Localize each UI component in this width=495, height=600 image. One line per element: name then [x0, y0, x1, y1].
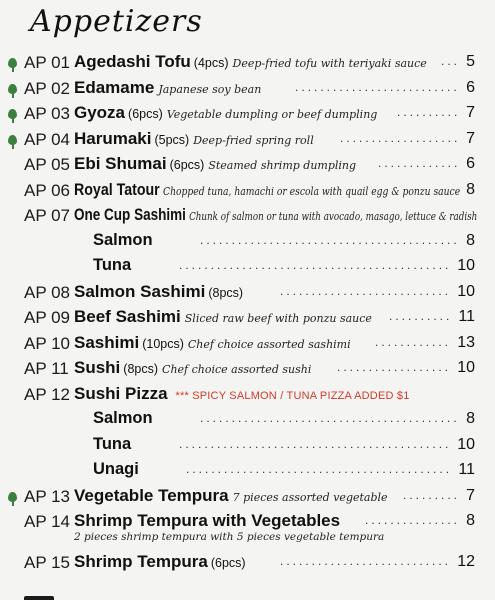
item-description: Steamed shrimp dumpling	[208, 159, 357, 172]
menu-section-title: Appetizers	[30, 4, 203, 39]
item-description: Chef choice assorted sushi	[162, 363, 312, 376]
item-price: 10	[457, 257, 475, 274]
menu-item	[0, 358, 495, 384]
item-description: Chunk of salmon or tuna with avocado, masago, lettuce & radish	[189, 210, 478, 223]
item-price: 7	[466, 486, 475, 504]
dot-leader: .........................................	[200, 232, 460, 247]
item-name	[74, 180, 460, 200]
item-price: 6	[466, 155, 475, 172]
dot-leader: ..........................	[295, 79, 460, 94]
item-price: 13	[457, 333, 475, 351]
dot-leader: .............	[378, 156, 461, 170]
item-price: 11	[458, 461, 475, 478]
dot-leader: ...........................	[280, 554, 452, 568]
dot-leader: ...................	[340, 130, 461, 145]
item-title: Sushi Pizza	[74, 383, 168, 403]
item-name	[74, 205, 477, 225]
menu-item	[0, 307, 495, 333]
subitem-name	[93, 256, 131, 275]
next-item-cut-off	[24, 596, 54, 600]
vegetarian-leaf-icon	[8, 58, 17, 68]
item-title: One Cup Sashimi	[74, 205, 186, 224]
menu-item	[0, 486, 495, 512]
item-code: AP 12	[24, 384, 71, 404]
item-name	[74, 307, 372, 327]
item-price: 10	[457, 359, 475, 376]
item-title: Ebi Shumai	[74, 154, 167, 173]
menu-item	[0, 52, 495, 78]
menu-item	[0, 552, 495, 578]
item-name	[74, 103, 377, 123]
subitem-name	[93, 231, 153, 250]
item-pieces: (8pcs)	[123, 362, 159, 376]
item-description: Sliced raw beef with ponzu sauce	[184, 312, 372, 325]
item-price: 6	[466, 78, 475, 96]
item-title: Agedashi Tofu	[74, 52, 191, 71]
dot-leader: .........	[403, 487, 461, 502]
item-price: 10	[457, 435, 475, 453]
item-name	[74, 282, 243, 302]
subitem-label: Unagi	[93, 460, 139, 478]
item-price: 7	[466, 129, 475, 147]
item-name	[74, 154, 356, 174]
item-code: AP 15	[24, 553, 71, 572]
item-name	[74, 552, 246, 572]
dot-leader: .........................................	[200, 411, 460, 425]
dot-leader: ...........................................	[179, 436, 452, 451]
vegetarian-leaf-icon	[8, 109, 17, 119]
item-price: 10	[457, 282, 475, 300]
item-code: AP 10	[24, 333, 71, 353]
item-title: Salmon Sashimi	[74, 281, 206, 301]
item-price: 7	[466, 104, 475, 121]
subitem-label: Salmon	[93, 230, 153, 249]
item-code: AP 13	[24, 486, 71, 506]
item-title: Shrimp Tempura	[74, 552, 208, 571]
dot-leader: ..........	[397, 105, 461, 119]
item-description: Deep-fried tofu with teriyaki sauce	[232, 57, 427, 70]
subitem-name	[93, 435, 131, 454]
item-name	[74, 333, 351, 353]
item-code: AP 05	[24, 155, 71, 174]
subitem-name	[93, 409, 153, 428]
dot-leader: ..........................................	[186, 462, 453, 476]
item-pieces: (6pcs)	[169, 158, 205, 172]
subitem-name	[93, 460, 139, 479]
item-code: AP 01	[24, 53, 71, 72]
vegetarian-leaf-icon	[8, 492, 17, 502]
vegetarian-leaf-icon	[8, 84, 17, 94]
item-title: Sushi	[74, 358, 121, 377]
menu-item	[0, 282, 495, 308]
item-name	[74, 384, 410, 404]
item-code: AP 07	[24, 206, 71, 225]
item-name	[74, 78, 261, 98]
item-code: AP 02	[24, 78, 71, 98]
item-price: 11	[458, 308, 475, 325]
item-name	[74, 358, 311, 378]
subitem-label: Tuna	[93, 256, 132, 274]
subitem-label: Salmon	[93, 409, 153, 427]
item-name	[74, 511, 340, 531]
dot-leader: ...........................	[280, 283, 452, 298]
item-code: AP 03	[24, 104, 71, 123]
menu-item	[0, 103, 495, 129]
item-name	[74, 52, 427, 72]
menu-item	[0, 205, 495, 231]
item-pieces: (10pcs)	[142, 336, 184, 351]
menu-subitem	[0, 460, 495, 486]
item-code: AP 06	[24, 180, 71, 200]
menu-subitem	[0, 409, 495, 435]
item-name	[74, 486, 388, 506]
menu-item	[0, 384, 495, 410]
item-description: 7 pieces assorted vegetable	[232, 490, 388, 504]
item-title: Edamame	[74, 77, 155, 97]
item-title: Sashimi	[74, 332, 140, 352]
menu-subitem	[0, 435, 495, 461]
item-pieces: (4pcs)	[193, 56, 229, 70]
subitem-label: Tuna	[93, 434, 132, 453]
item-description: Vegetable dumpling or beef dumpling	[166, 108, 378, 121]
menu-item	[0, 129, 495, 155]
item-code: AP 09	[24, 308, 71, 327]
menu-item	[0, 180, 495, 206]
appetizer-list	[0, 52, 495, 578]
menu-subitem	[0, 231, 495, 257]
item-price: 5	[466, 53, 475, 70]
item-title: Vegetable Tempura	[74, 485, 229, 505]
item-description: Japanese soy bean	[158, 82, 262, 96]
vegetarian-leaf-icon	[8, 135, 17, 145]
menu-item	[0, 333, 495, 359]
item-title: Gyoza	[74, 103, 126, 122]
item-price: 12	[457, 553, 475, 570]
menu-subitem	[0, 256, 495, 282]
menu-item	[0, 154, 495, 180]
item-price: 8	[466, 231, 475, 249]
item-note: *** SPICY SALMON / TUNA PIZZA ADDED $1	[175, 389, 410, 402]
item-pieces: (6pcs)	[128, 107, 163, 121]
dot-leader: ..........	[389, 309, 453, 323]
item-title: Harumaki	[74, 128, 152, 148]
menu-item	[0, 78, 495, 104]
dot-leader: ...........................................	[179, 258, 452, 272]
item-pieces: (6pcs)	[210, 556, 246, 570]
dot-leader: ...............	[365, 513, 461, 527]
item-description: Chopped tuna, hamachi or escola with quail egg & ponzu sauce	[163, 184, 461, 198]
item-code: AP 14	[24, 512, 71, 531]
item-pieces: (5pcs)	[154, 132, 190, 147]
item-description: Deep-fried spring roll	[193, 133, 314, 147]
item-description: Chef choice assorted sashimi	[187, 337, 351, 351]
menu-item	[0, 511, 495, 552]
item-price: 8	[466, 512, 475, 529]
dot-leader: ............	[375, 334, 452, 349]
item-code: AP 11	[24, 359, 69, 378]
item-title: Beef Sashimi	[74, 307, 181, 326]
item-pieces: (8pcs)	[208, 285, 244, 300]
item-code: AP 08	[24, 282, 71, 302]
item-name	[74, 129, 314, 149]
item-title: Shrimp Tempura with Vegetables	[74, 511, 341, 530]
item-price: 8	[466, 180, 475, 198]
dot-leader: ...	[441, 54, 461, 68]
item-sub-description: 2 pieces shrimp tempura with 5 pieces vegetable tempura	[74, 531, 385, 543]
item-code: AP 04	[24, 129, 71, 149]
item-title: Royal Tatour	[74, 179, 160, 199]
item-price: 8	[466, 410, 475, 427]
dot-leader: ..................	[337, 360, 452, 374]
